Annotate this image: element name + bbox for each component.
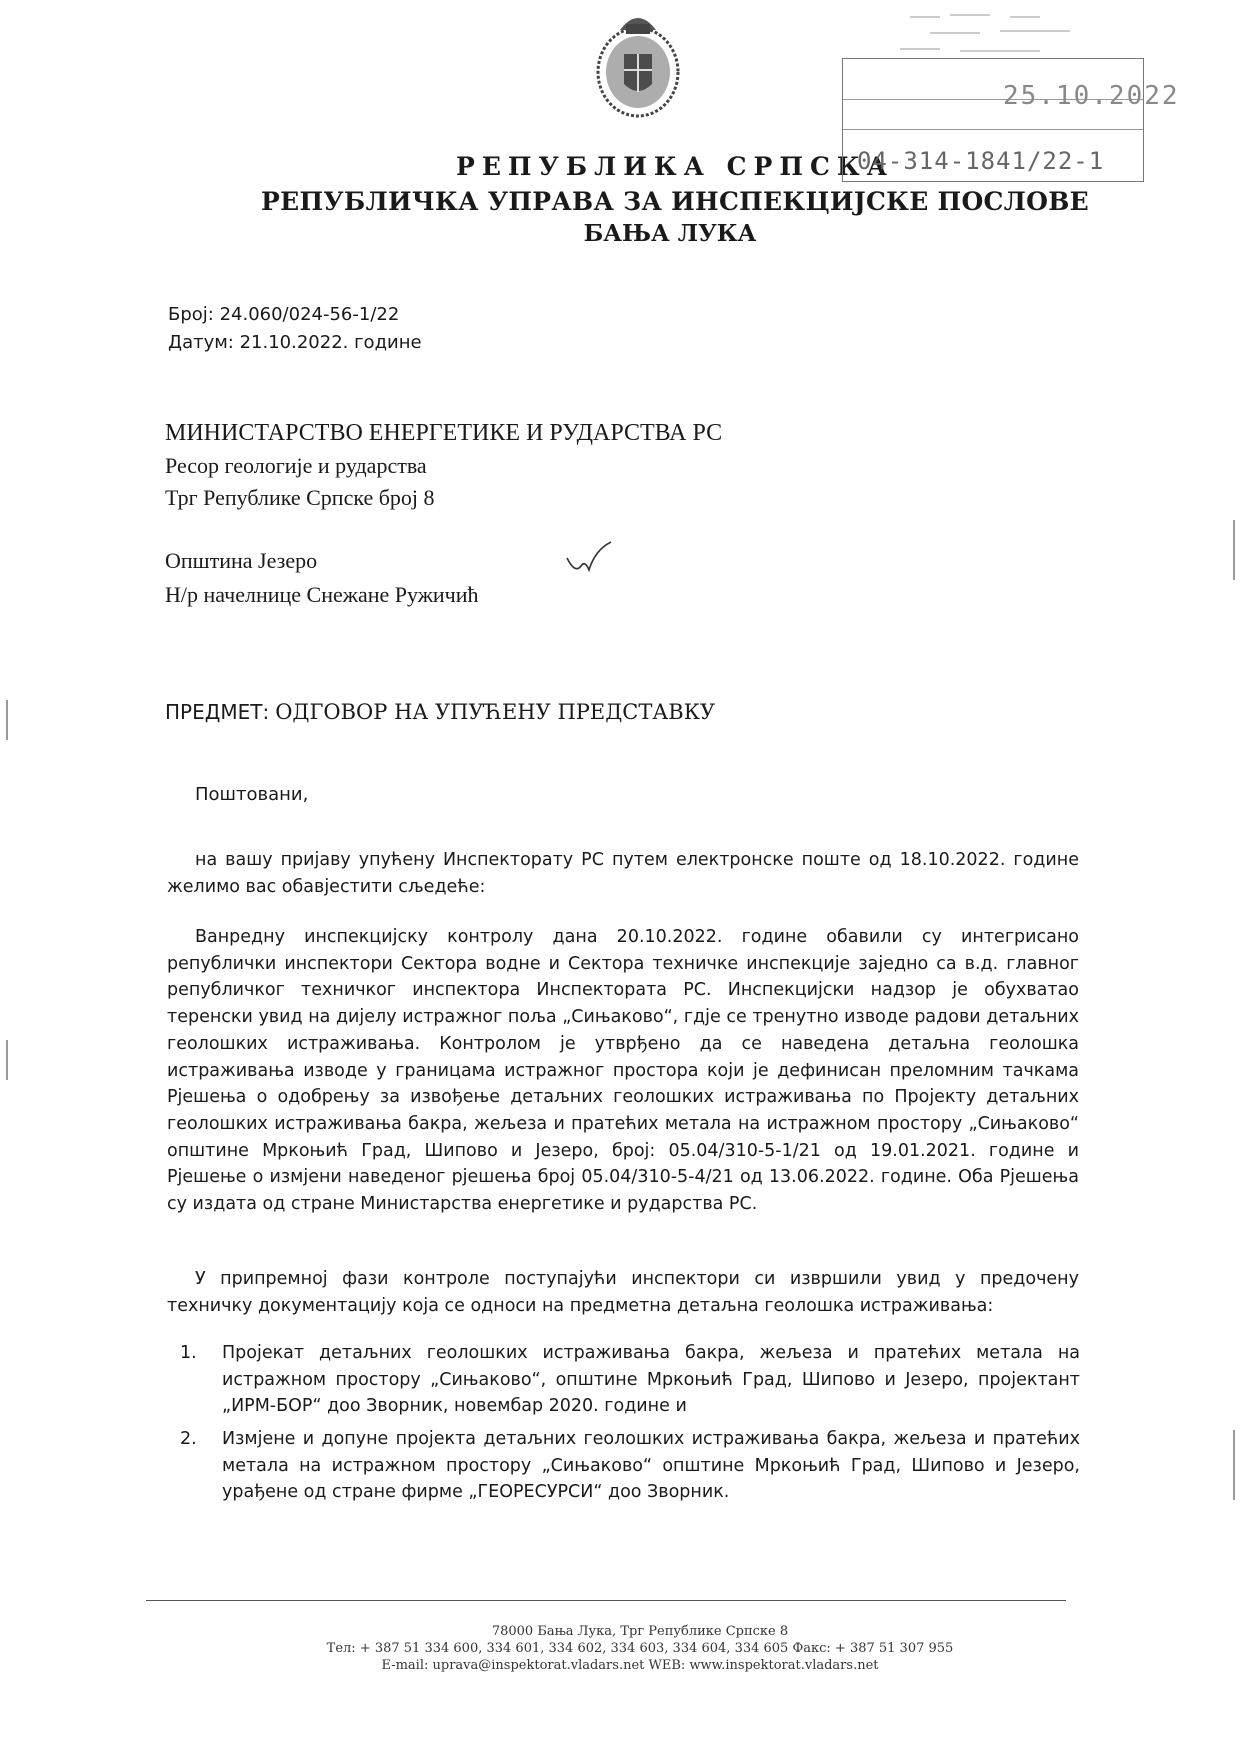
footer-phones: Тел: + 387 51 334 600, 334 601, 334 602, 334 603, 334 604, 334 605 Факс: + 387 51 307 955 <box>326 1641 954 1656</box>
document-date: Датум: 21.10.2022. године <box>168 332 422 353</box>
list-item <box>180 1340 1080 1420</box>
scan-artifact <box>6 700 8 740</box>
recipient-ministry: МИНИСТАРСТВО ЕНЕРГЕТИКЕ И РУДАРСТВА РС <box>165 420 723 446</box>
scan-artifact <box>6 1040 8 1080</box>
list-item-text: Пројекат детаљних геолошких истраживања бакра, жељеза и пратећих метала на истражном простору „Сињаково“, општине Мркоњић Град, Шипово и Језеро, пројектант „ИРМ-БОР“ доо Зворник, новембар 2020. године и <box>222 1343 1080 1416</box>
paragraph-intro: на вашу пријаву упућену Инспекторату РС путем електронске поште од 18.10.2022. године желимо вас обавјестити сљедеће: <box>167 850 1079 897</box>
registration-stamp <box>842 58 1180 182</box>
stamp-faded-header <box>870 5 1140 65</box>
recipient-department: Ресор геологије и рударства <box>165 453 427 478</box>
header-agency: РЕПУБЛИЧКА УПРАВА ЗА ИНСПЕКЦИЈСКЕ ПОСЛОВЕ <box>260 187 1090 216</box>
subject-value: ОДГОВОР НА УПУЋЕНУ ПРЕДСТАВКУ <box>275 700 716 724</box>
paragraph-inspection: Ванредну инспекцијску контролу дана 20.10.2022. године обавили су интегрисано републички инспектори Сектора водне и Сектора техничке инспекције заједно са в.д. главног републичког техничког инспектора Инспектората РС. Инспекцијски надзор је обухватао теренски увид на дијелу истражног поља „Сињаково“, гдје се тренутно изводе радови детаљних геолошких истраживања. Контролом је утврђено да се наведена детаљна геолошка истраживања изводе у границама истражног простора који је дефинисан преломним тачкама Рјешења о одобрењу за извођење детаљних геолошких истраживања по Пројекту детаљних геолошких истраживања бакра, жељеза и пратећих метала на истражном простору „Сињаково“ општине Мркоњић Град, Шипово и Језеро, број: 05.04/310-5-1/21 од 19.01.2021. године и Рјешење о измјени наведеног рјешења број 05.04/310-5-4/21 од 13.06.2022. године. Оба Рјешења су издата од стране Министарства енергетике и рударства РС. <box>167 927 1079 1215</box>
list-item-number: 2. <box>180 1429 197 1449</box>
recipient-municipality: Општина Језеро <box>165 548 318 573</box>
coat-of-arms-emblem <box>590 2 686 120</box>
list-item <box>180 1426 1080 1506</box>
footer-contact: E-mail: uprava@inspektorat.vladars.net WEB: www.inspektorat.vladars.net <box>381 1658 879 1673</box>
list-item-number: 1. <box>180 1343 197 1363</box>
recipient-attention: Н/р начелнице Снежане Ружичић <box>165 582 479 607</box>
paragraph-documentation: У припремној фази контроле поступајући инспектори си извршили увид у предочену техничку документацију која се односи на предметна детаљна геолошка истраживања: <box>167 1269 1079 1316</box>
recipient-address: Трг Републике Српске број 8 <box>165 485 435 510</box>
stamp-number: 04-314-1841/22-1 <box>857 147 1105 175</box>
scan-artifact <box>1233 1430 1235 1500</box>
header-city: БАЊА ЛУКА <box>583 220 757 247</box>
greeting: Поштовани, <box>195 784 309 805</box>
handwritten-check-mark <box>565 540 615 580</box>
subject-label: ПРЕДМЕТ: <box>165 700 270 724</box>
list-item-text: Измјене и допуне пројекта детаљних геолошких истраживања бакра, жељеза и пратећих метала на истражном простору „Сињаково“ општине Мркоњић Град, Шипово и Језеро, урађене од стране фирме „ГЕОРЕСУРСИ“ доо Зворник. <box>222 1429 1080 1502</box>
subject-line <box>165 700 715 724</box>
footer-divider <box>146 1600 1066 1601</box>
footer-address: 78000 Бања Лука, Трг Републике Српске 8 <box>491 1624 789 1639</box>
scan-artifact <box>1233 520 1235 580</box>
header-republic: РЕПУБЛИКА СРПСКА <box>456 152 894 181</box>
stamp-date: 25.10.2022 <box>1003 81 1180 111</box>
document-number: Број: 24.060/024-56-1/22 <box>168 304 400 325</box>
